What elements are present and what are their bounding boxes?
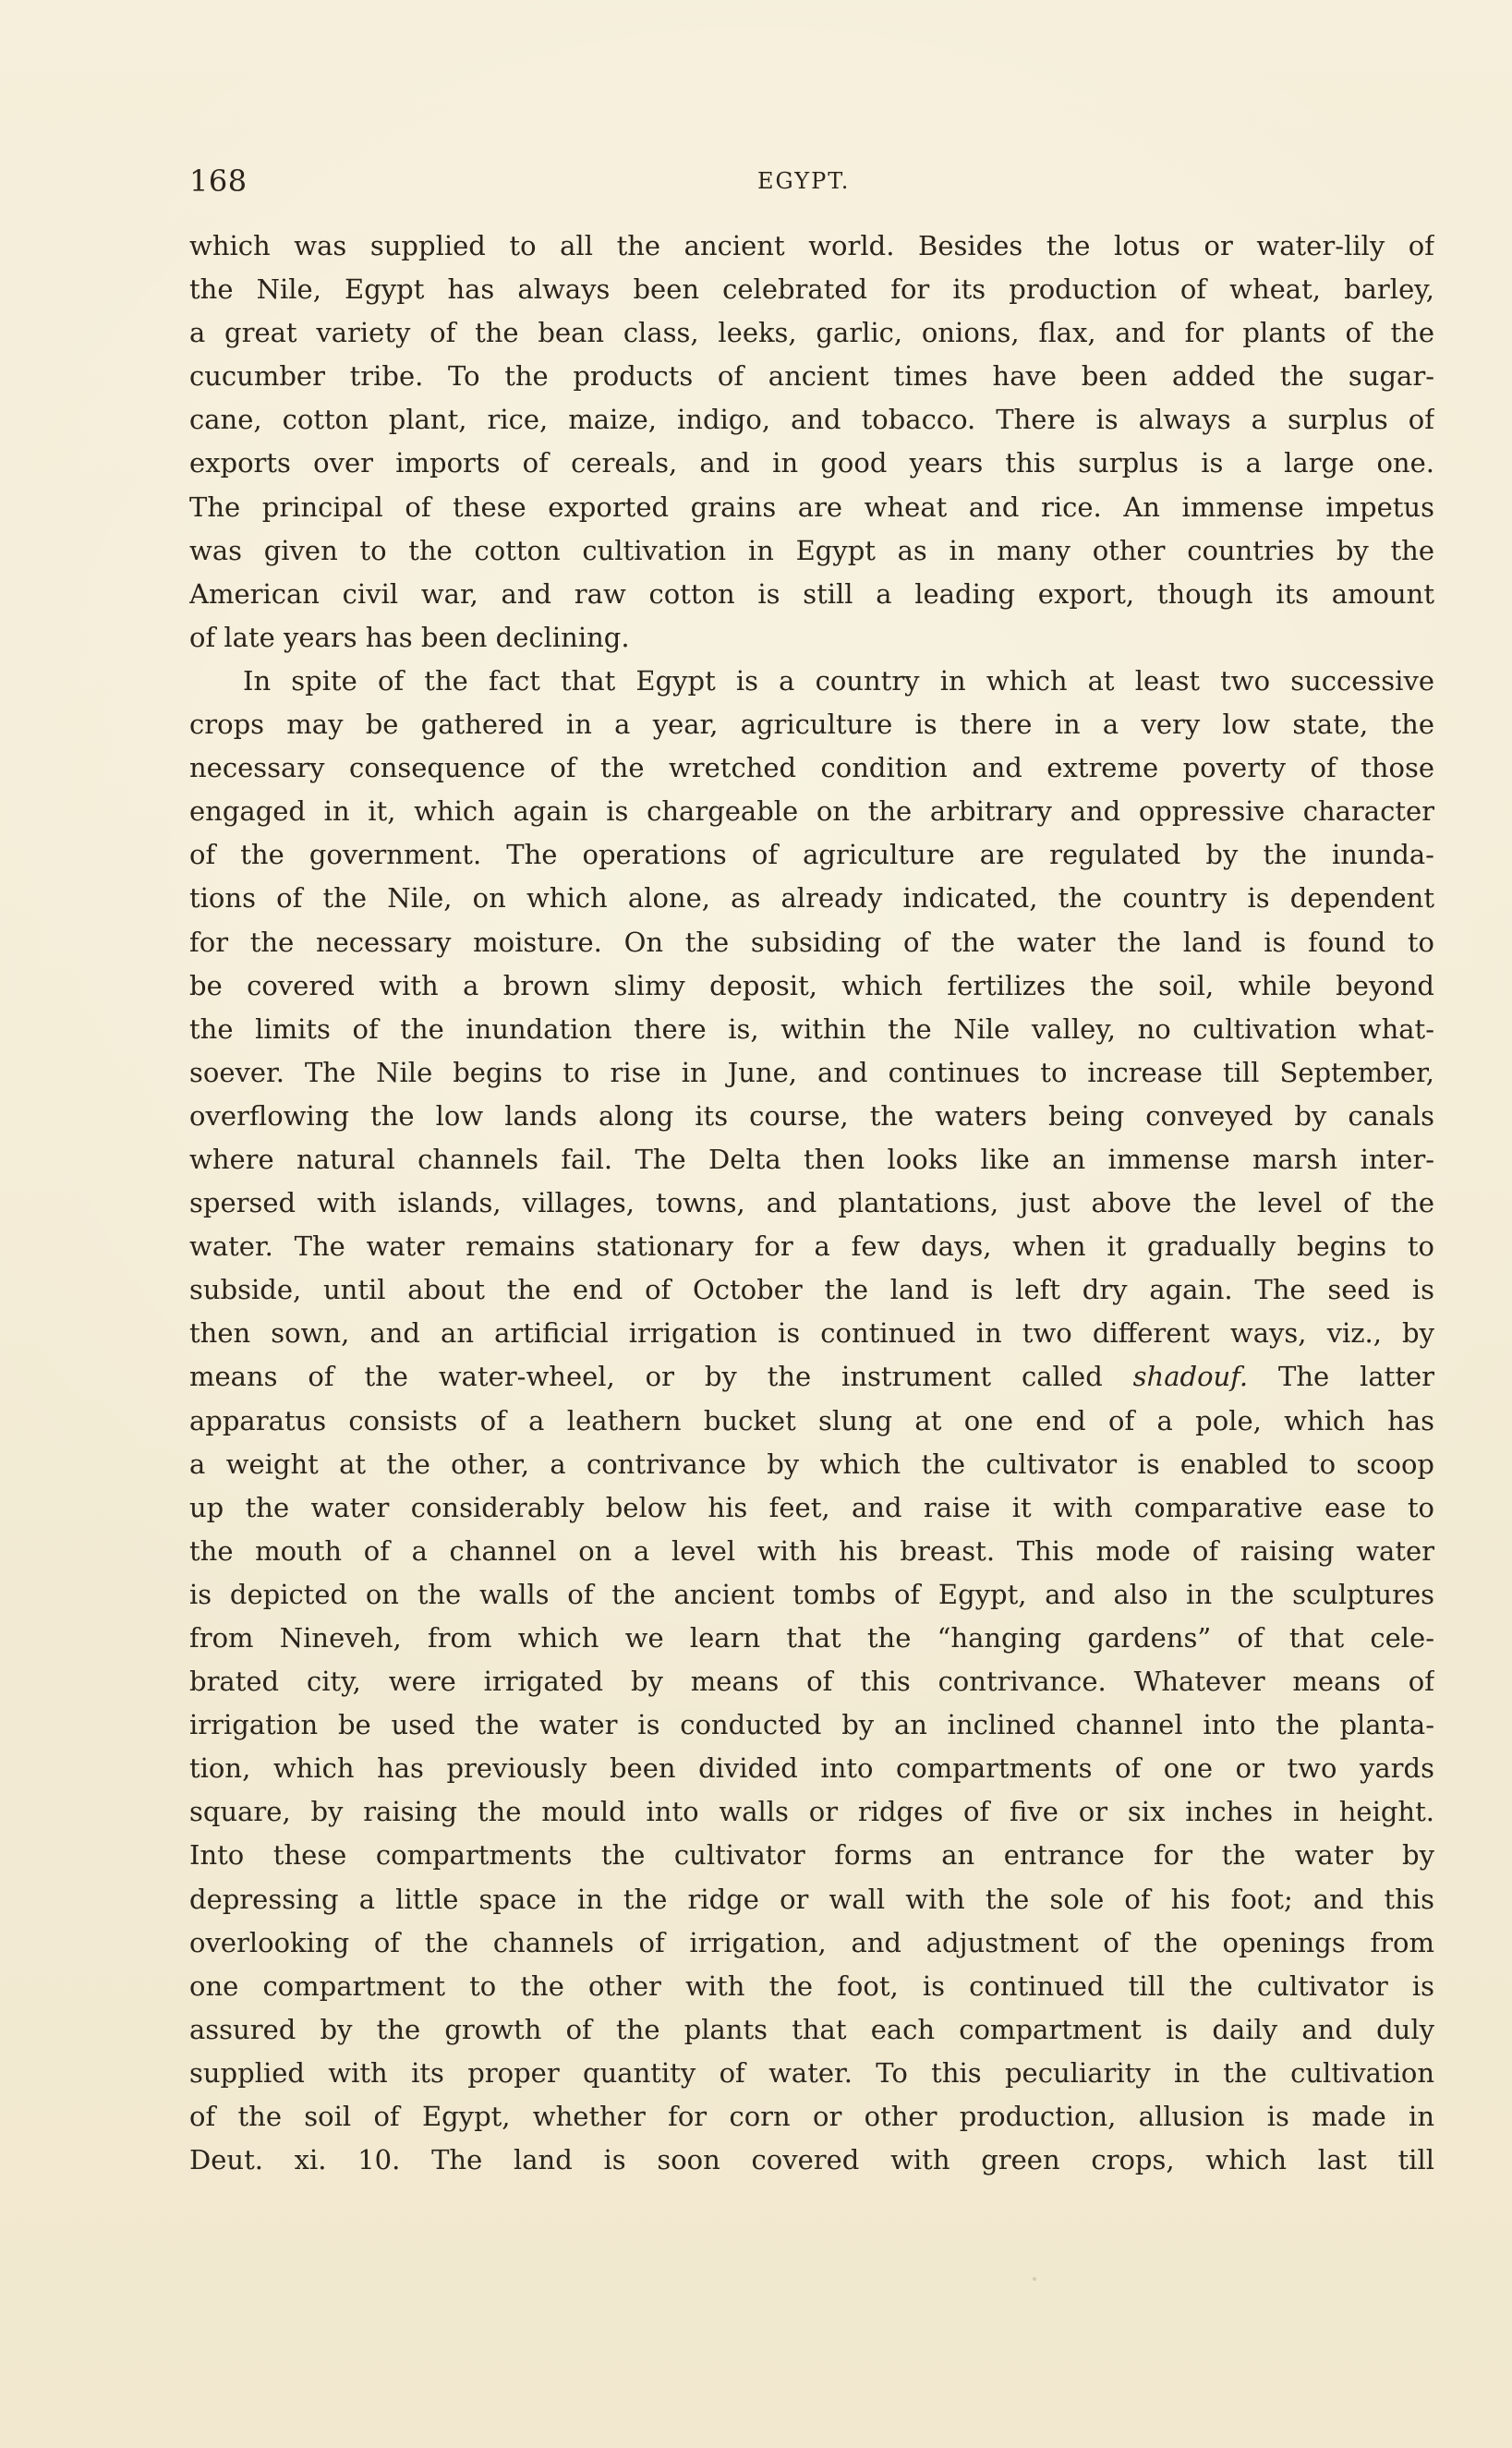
text-line: where natural channels fail. The Delta then looks like an immense marsh inter- bbox=[189, 1143, 1434, 1175]
text-line: which was supplied to all the ancient world. Besides the lotus or water-lily of bbox=[189, 230, 1434, 261]
text-line: Into these compartments the cultivator forms an entrance for the water by bbox=[189, 1839, 1434, 1872]
text-line: a weight at the other, a contrivance by which the cultivator is enabled to scoop bbox=[189, 1448, 1434, 1480]
text-line: then sown, and an artificial irrigation is continued in two different ways, viz., by bbox=[189, 1317, 1434, 1350]
italic-term: shadouf. bbox=[1132, 1361, 1249, 1393]
page-header bbox=[189, 163, 1434, 200]
text-line: the limits of the inundation there is, within the Nile valley, no cultivation what- bbox=[189, 1012, 1434, 1045]
text-line-segment: means of the water-wheel, or by the instrument called bbox=[189, 1361, 1103, 1393]
text-line: depressing a little space in the ridge or wall with the sole of his foot; and this bbox=[189, 1883, 1434, 1915]
text-line: overlooking of the channels of irrigation, and adjustment of the openings from bbox=[189, 1926, 1434, 1958]
text-line: of the government. The operations of agriculture are regulated by the inunda- bbox=[189, 839, 1434, 871]
text-line: from Nineveh, from which we learn that the “hanging gardens” of that cele- bbox=[189, 1622, 1434, 1654]
text-line: In spite of the fact that Egypt is a country in which at least two successive bbox=[243, 664, 1434, 697]
paper-speck bbox=[1430, 591, 1433, 594]
text-line: of late years has been declining. bbox=[189, 621, 630, 653]
text-line: Deut. xi. 10. The land is soon covered with green crops, which last till bbox=[189, 2144, 1434, 2176]
text-line: a great variety of the bean class, leeks, garlic, onions, flax, and for plants of the bbox=[189, 317, 1434, 349]
text-line: of the soil of Egypt, whether for corn or other production, allusion is made in bbox=[189, 2101, 1434, 2133]
text-line: assured by the growth of the plants that each compartment is daily and duly bbox=[189, 2013, 1434, 2045]
text-line: soever. The Nile begins to rise in June, and continues to increase till September, bbox=[189, 1056, 1434, 1088]
text-line: crops may be gathered in a year, agriculture is there in a very low state, the bbox=[189, 709, 1434, 741]
text-line: subside, until about the end of October the land is left dry again. The seed is bbox=[189, 1274, 1434, 1306]
text-line: up the water considerably below his feet, and raise it with comparative ease to bbox=[189, 1491, 1434, 1523]
text-line: apparatus consists of a leathern bucket slung at one end of a pole, which has bbox=[189, 1404, 1434, 1436]
paper-speck bbox=[1033, 2277, 1036, 2281]
text-line: engaged in it, which again is chargeable on the arbitrary and oppressive character bbox=[189, 795, 1434, 828]
text-line: cucumber tribe. To the products of ancient times have been added the sugar- bbox=[189, 360, 1434, 393]
body-text bbox=[189, 224, 1434, 2182]
text-line: square, by raising the mould into walls or ridges of five or six inches in height. bbox=[189, 1796, 1434, 1828]
text-line: the mouth of a channel on a level with his breast. This mode of raising water bbox=[189, 1534, 1434, 1567]
text-line: one compartment to the other with the foot, is continued till the cultivator is bbox=[189, 1969, 1434, 2002]
text-line: irrigation be used the water is conducted by an inclined channel into the planta- bbox=[189, 1709, 1434, 1741]
text-line: tion, which has previously been divided into compartments of one or two yards bbox=[189, 1752, 1434, 1785]
text-line: was given to the cotton cultivation in Egypt as in many other countries by the bbox=[189, 534, 1434, 566]
text-line-with-italic bbox=[189, 1355, 1434, 1399]
text-line: American civil war, and raw cotton is still a leading export, though its amount bbox=[189, 577, 1434, 610]
running-head: EGYPT. bbox=[757, 168, 851, 194]
text-line: tions of the Nile, on which alone, as already indicated, the country is dependent bbox=[189, 882, 1434, 915]
text-line-segment: The latter bbox=[1278, 1361, 1434, 1393]
text-line: overflowing the low lands along its course, the waters being conveyed by canals bbox=[189, 1099, 1434, 1132]
page-number: 168 bbox=[189, 164, 248, 199]
text-line: The principal of these exported grains are wheat and rice. An immense impetus bbox=[189, 491, 1434, 523]
text-line: brated city, were irrigated by means of this contrivance. Whatever means of bbox=[189, 1666, 1434, 1698]
text-line: for the necessary moisture. On the subsiding of the water the land is found to bbox=[189, 926, 1434, 958]
text-line: necessary consequence of the wretched condition and extreme poverty of those bbox=[189, 752, 1434, 784]
text-line: spersed with islands, villages, towns, and plantations, just above the level of the bbox=[189, 1187, 1434, 1219]
text-line: be covered with a brown slimy deposit, which fertilizes the soil, while beyond bbox=[189, 969, 1434, 1001]
text-line: is depicted on the walls of the ancient tombs of Egypt, and also in the sculptures bbox=[189, 1578, 1434, 1610]
text-line: water. The water remains stationary for a few days, when it gradually begins to bbox=[189, 1230, 1434, 1263]
text-line: supplied with its proper quantity of water. To this peculiarity in the cultivation bbox=[189, 2056, 1434, 2089]
text-line: the Nile, Egypt has always been celebrated for its production of wheat, barley, bbox=[189, 273, 1434, 306]
text-line: exports over imports of cereals, and in good years this surplus is a large one. bbox=[189, 447, 1434, 479]
text-line: cane, cotton plant, rice, maize, indigo, and tobacco. There is always a surplus of bbox=[189, 404, 1434, 436]
